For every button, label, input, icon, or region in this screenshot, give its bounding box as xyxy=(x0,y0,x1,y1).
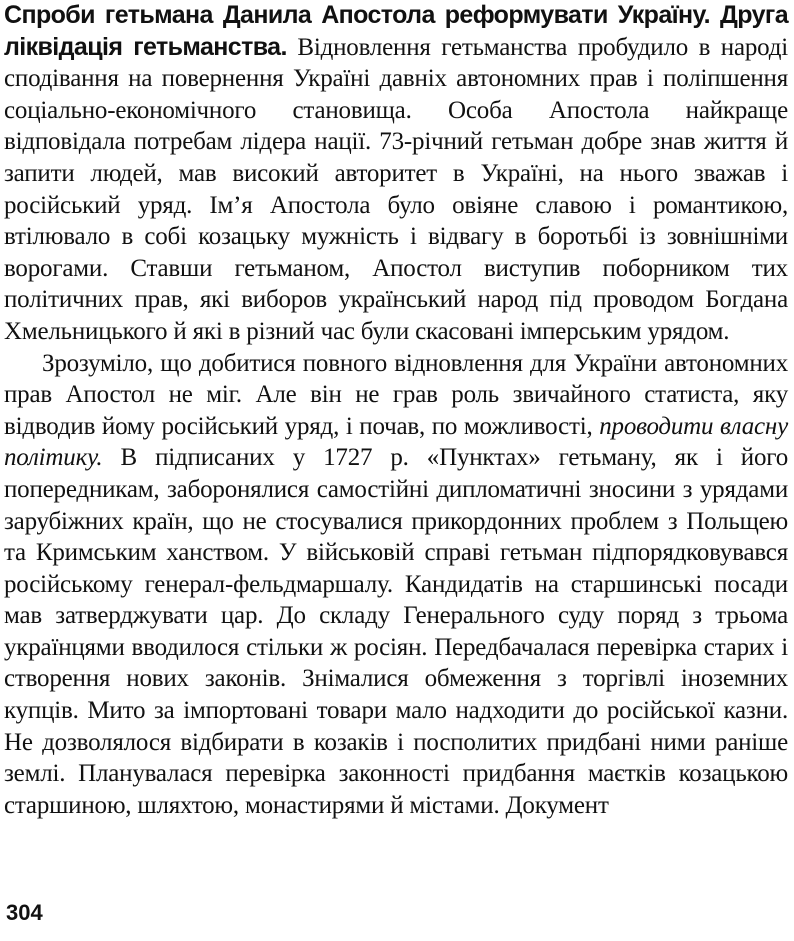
page-number: 304 xyxy=(6,900,43,925)
paragraph-2-part-2: В підписаних у 1727 р. «Пунктах» гетьману, як і його попередникам, заборонялися самостійні дипломатичні зносини з урядами зарубіжних країн, що не стосувалися прикордонних проблем з Польщею та Кримським ханством. У військовій справі гетьман підпорядковувався російському генерал-фельдмаршалу. Кандидатів на старшинські посади мав затверджувати цар. До складу Генерального суду поряд з трьома українцями вводилося стільки ж росіян. Передбачалася перевірка старих і створення нових законів. Знімалися обмеження з торгівлі іноземних купців. Мито за імпортовані товари мало надходити до російської казни. Не дозволялося відбирати в козаків і посполитих придбані ними раніше землі. Планувалася перевірка законності придбання маєтків козацькою старшиною, шляхтою, монастирями й містами. Документ xyxy=(4,444,788,819)
section-heading: Спроби гетьмана Данила Апостола реформувати Україну. Друга ліквідація гетьманства. xyxy=(4,1,788,61)
paragraph-2 xyxy=(4,348,788,822)
paragraph-1-body: Відновлення гетьманства пробудило в народі сподівання на повернення Україні давніх автономних прав і поліпшення соціально-економічного становища. Особа Апостола найкраще відповідала потребам лідера нації. 73-річний гетьман добре знав життя й запити людей, мав високий авторитет в Україні, на нього зважав і російський уряд. Ім’я Апостола було овіяне славою і романтикою, втілювало в собі козацьку мужність і відвагу в боротьбі із зовнішніми ворогами. Ставши гетьманом, Апостол виступив поборником тих політичних прав, які виборов український народ під проводом Богдана Хмельницького й які в різний час були скасовані імперським урядом. xyxy=(4,33,788,345)
main-text xyxy=(4,0,788,821)
paragraph-2-emphasis: проводити власну політику. xyxy=(4,412,788,472)
paragraph-1 xyxy=(4,0,788,348)
paragraph-2-part-1: Зрозуміло, що добитися повного відновлення для України автономних прав Апостол не міг. Але він не грав роль звичайного статиста, яку відводив йому російський уряд, і почав, по можливості, xyxy=(4,349,788,440)
